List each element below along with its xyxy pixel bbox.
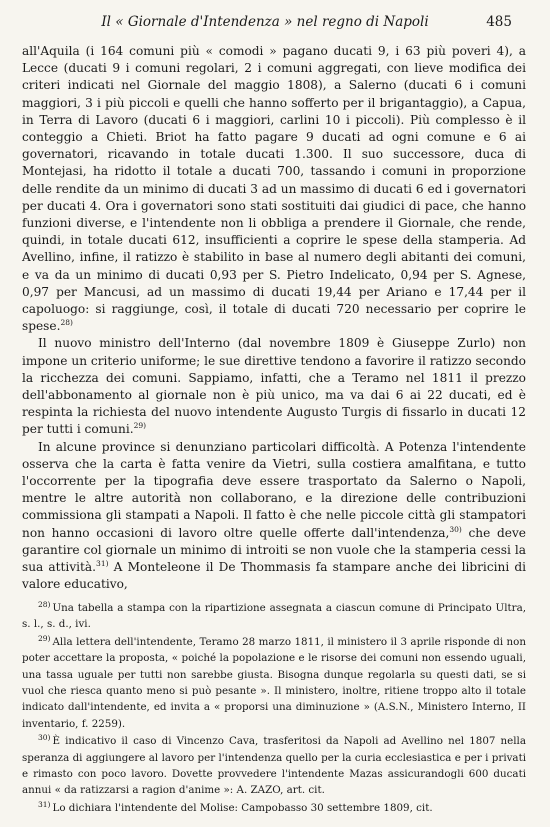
footnote-ref-28: 28) <box>60 318 73 328</box>
paragraph-3 <box>22 439 526 594</box>
footnote-31 <box>22 800 526 816</box>
footnote-number: 30) <box>38 732 51 742</box>
running-title: Il « Giornale d'Intendenza » nel regno di Napoli <box>101 14 429 30</box>
main-text <box>22 43 526 594</box>
paragraph-1 <box>22 43 526 335</box>
footnote-ref-31: 31) <box>96 559 109 569</box>
paragraph-2 <box>22 335 526 438</box>
footnote-number: 29) <box>38 633 51 643</box>
footnote-text: È indicativo il caso di Vincenzo Cava, trasferitosi da Napoli ad Avellino nel 1807 nella speranza di aggiungere al lavoro per l'intendenza quello per la curia ecclesiastica e per i privati e rimasto con poco lavoro. Dovette provvedere l'intendente Mazas assicurandogli 600 ducati annui « da ratizzarsi a ragion d'anime »: A. ZAZO, art. cit. <box>22 735 526 797</box>
footnote-text: Una tabella a stampa con la ripartizione assegnata a ciascun comune di Principato Ultra, s. l., s. d., ivi. <box>22 602 526 631</box>
paragraph-text-end: A Monteleone il De Thommasis fa stampare anche dei libricini di valore educativo, <box>22 560 527 592</box>
footnote-ref-29: 29) <box>133 421 147 431</box>
footnotes <box>22 600 526 818</box>
footnote-number: 28) <box>38 599 51 609</box>
footnote-text: Lo dichiara l'intendente del Molise: Campobasso 30 settembre 1809, cit. <box>52 802 433 815</box>
paragraph-text: In alcune province si denunziano particolari difficoltà. A Potenza l'intendente osserva che la carta è fatta venire da Vietri, sulla costiera amalfitana, e tutto l'occorrente per la tipografia deve essere trasportato da Salerno o Napoli, mentre le altre autorità non collaborano, e la direzione delle contribuzioni commissiona gli stampati a Napoli. Il fatto è che nelle piccole città gli stampatori non hanno occasioni di lavoro oltre quelle offerte dall'intendenza, <box>22 439 526 540</box>
paragraph-text-continued: che deve garantire col giornale un minimo di introiti se non vuole che la stamperia cessi la sua attività. <box>22 525 526 575</box>
footnote-28 <box>22 600 526 633</box>
footnote-29 <box>22 634 526 732</box>
page-number: 485 <box>486 14 512 30</box>
footnote-number: 31) <box>38 799 51 809</box>
paragraph-text: all'Aquila (i 164 comuni più « comodi » pagano ducati 9, i 63 più poveri 4), a Lecce (ducati 9 i comuni regolari, 2 i comuni aggregati, con lieve modifica dei criteri indicati nel Giornale del maggio 1808), a Salerno (ducati 6 i comuni maggiori, 3 i più piccoli e quelli che hanno sofferto per il brigantaggio), a Capua, in Terra di Lavoro (ducati 6 i maggiori, carlini 10 i piccoli). Più complesso è il conteggio a Chieti. Briot ha fatto pagare 9 ducati ad ogni comune e 6 ai governatori, ricavando in totale ducati 1.300. Il suo successore, duca di Montejasi, ha ridotto il totale a ducati 700, tassando i comuni in proporzione delle rendite da un minimo di ducati 3 ad un massimo di ducati 6 ed i governatori per ducati 4. Ora i governatori sono stati sostituiti dai giudici di pace, che hanno funzioni diverse, e l'intendente non li obbliga a prendere il Giornale, che rende, quindi, in totale ducati 612, insufficienti a coprire le spese della stamperia. Ad Avellino, infine, il ratizzo è stabilito in base al numero degli abitanti dei comuni, e va da un minimo di ducati 0,93 per S. Pietro Indelicato, 0,94 per S. Agnese, 0,97 per Mancusi, ad un massimo di ducati 19,44 per Ariano e 17,44 per il capoluogo: si raggiunge, così, il totale di ducati 720 necessario per coprire le spese. <box>22 44 526 334</box>
page-header <box>0 6 550 32</box>
footnote-30 <box>22 733 526 798</box>
footnote-ref-30: 30) <box>449 524 462 534</box>
paragraph-text: Il nuovo ministro dell'Interno (dal novembre 1809 è Giuseppe Zurlo) non impone un criterio uniforme; le sue direttive tendono a favorire il ratizzo secondo la ricchezza dei comuni. Sappiamo, infatti, che a Teramo nel 1811 il prezzo dell'abbonamento al giornale non è più unico, ma va dai 6 ai 22 ducati, ed è respinta la richiesta del nuovo intendente Augusto Turgis di fissarlo in ducati 12 per tutti i comuni. <box>22 336 526 437</box>
footnote-text: Alla lettera dell'intendente, Teramo 28 marzo 1811, il ministero il 3 aprile risponde di non poter accettare la proposta, « poiché la popolazione e le risorse dei comuni non essendo uguali, una tassa uguale per tutti non sarebbe giusta. Bisogna dunque regolarla su questi dati, se si vuol che riesca quanto meno si può pesante ». Il ministero, inoltre, ritiene troppo alto il totale indicato dall'intendente, ed invita a « proporsi una diminuzione » (A.S.N., Ministero Interno, II inventario, f. 2259). <box>22 636 526 730</box>
